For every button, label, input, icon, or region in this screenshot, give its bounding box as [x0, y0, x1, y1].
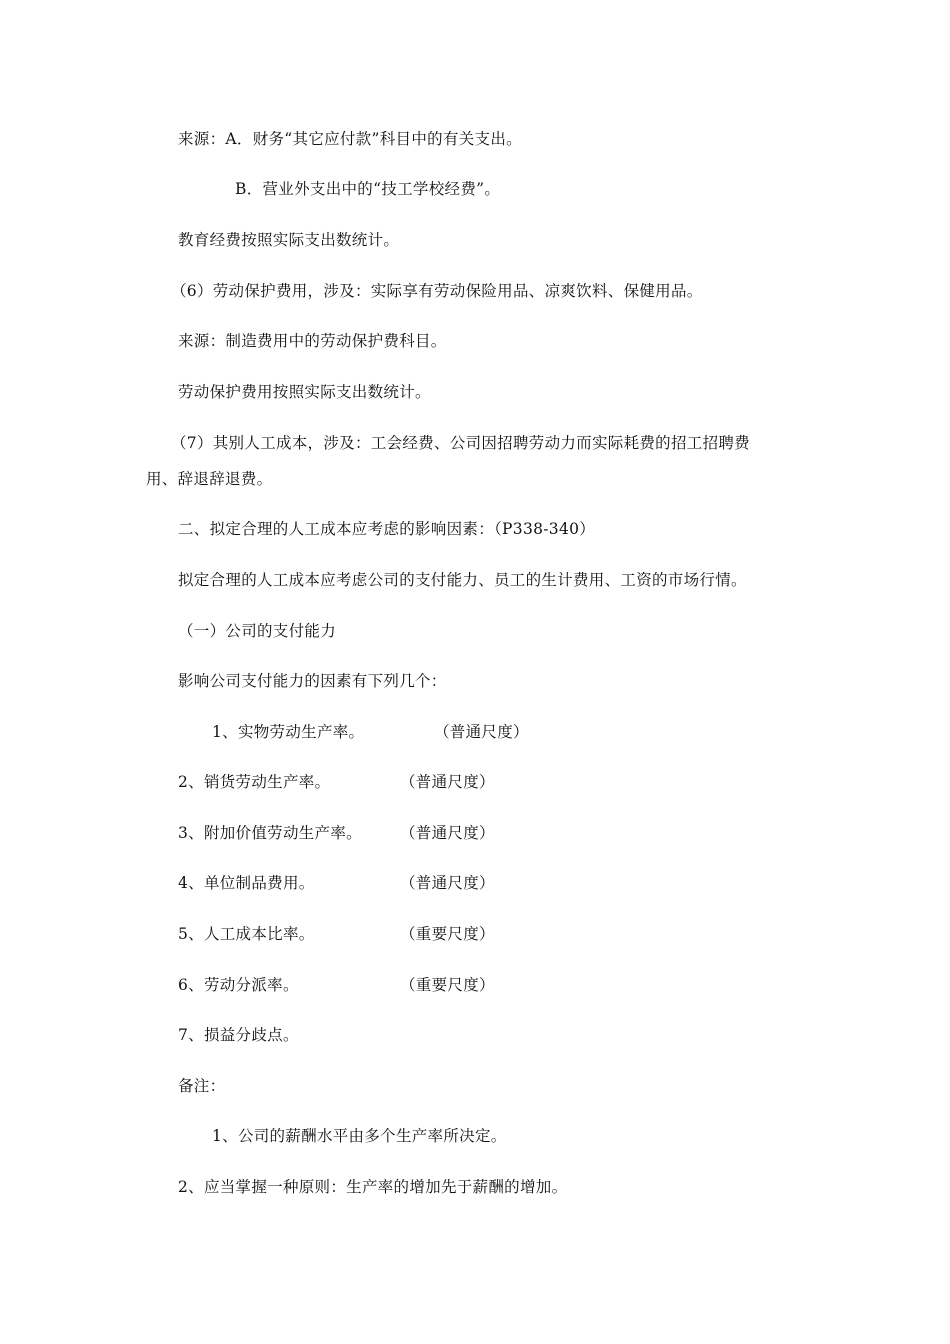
- factor-label: 3、附加价值劳动生产率。: [178, 824, 362, 842]
- factor-tag: （普通尺度）: [400, 824, 495, 842]
- factor-item-2: [178, 771, 578, 793]
- factor-item-5: [178, 923, 578, 945]
- source-line-b: B．营业外支出中的“技工学校经费”。: [235, 180, 501, 198]
- factor-item-7: [178, 1024, 578, 1046]
- subsection-heading-ability: （一）公司的支付能力: [178, 622, 337, 640]
- factor-tag: （普通尺度）: [400, 773, 495, 791]
- factor-tag: （普通尺度）: [434, 723, 529, 741]
- factor-label: 4、单位制品费用。: [178, 874, 315, 892]
- remarks-title: 备注：: [178, 1077, 226, 1095]
- ability-factors-intro: 影响公司支付能力的因素有下列几个：: [178, 672, 447, 690]
- factor-label: 1、实物劳动生产率。: [212, 723, 365, 741]
- factor-item-6: [178, 974, 578, 996]
- factor-label: 6、劳动分派率。: [178, 976, 299, 994]
- factor-tag: （重要尺度）: [400, 925, 495, 943]
- factor-tag: （普通尺度）: [400, 874, 495, 892]
- labor-protection-source: 来源：制造费用中的劳动保护费科目。: [178, 332, 447, 350]
- factors-intro: 拟定合理的人工成本应考虑公司的支付能力、员工的生计费用、工资的市场行情。: [178, 571, 747, 589]
- source-line-a: 来源：A．财务“其它应付款”科目中的有关支出。: [178, 130, 522, 148]
- factor-item-3: [178, 822, 578, 844]
- factor-label: 5、人工成本比率。: [178, 925, 315, 943]
- education-fee-note: 教育经费按照实际支出数统计。: [178, 231, 400, 249]
- labor-protection-note: 劳动保护费用按照实际支出数统计。: [178, 383, 431, 401]
- section-heading-factors: 二、拟定合理的人工成本应考虑的影响因素：（P338-340）: [178, 520, 596, 538]
- factor-item-4: [178, 872, 578, 894]
- remark-2: 2、应当掌握一种原则：生产率的增加先于薪酬的增加。: [178, 1178, 568, 1196]
- factor-tag: （重要尺度）: [400, 976, 495, 994]
- factor-label: 7、损益分歧点。: [178, 1026, 299, 1044]
- factor-label: 2、销货劳动生产率。: [178, 773, 331, 791]
- labor-protection-item: （6）劳动保护费用，涉及：实际享有劳动保险用品、凉爽饮料、保健用品。: [171, 282, 703, 300]
- factor-item-1: [212, 721, 612, 743]
- other-labor-cost-item: （7）其别人工成本，涉及：工会经费、公司因招聘劳动力而实际耗费的招工招聘费: [171, 434, 750, 452]
- remark-1: 1、公司的薪酬水平由多个生产率所决定。: [212, 1127, 507, 1145]
- other-labor-cost-item-cont: 用、辞退辞退费。: [146, 470, 273, 488]
